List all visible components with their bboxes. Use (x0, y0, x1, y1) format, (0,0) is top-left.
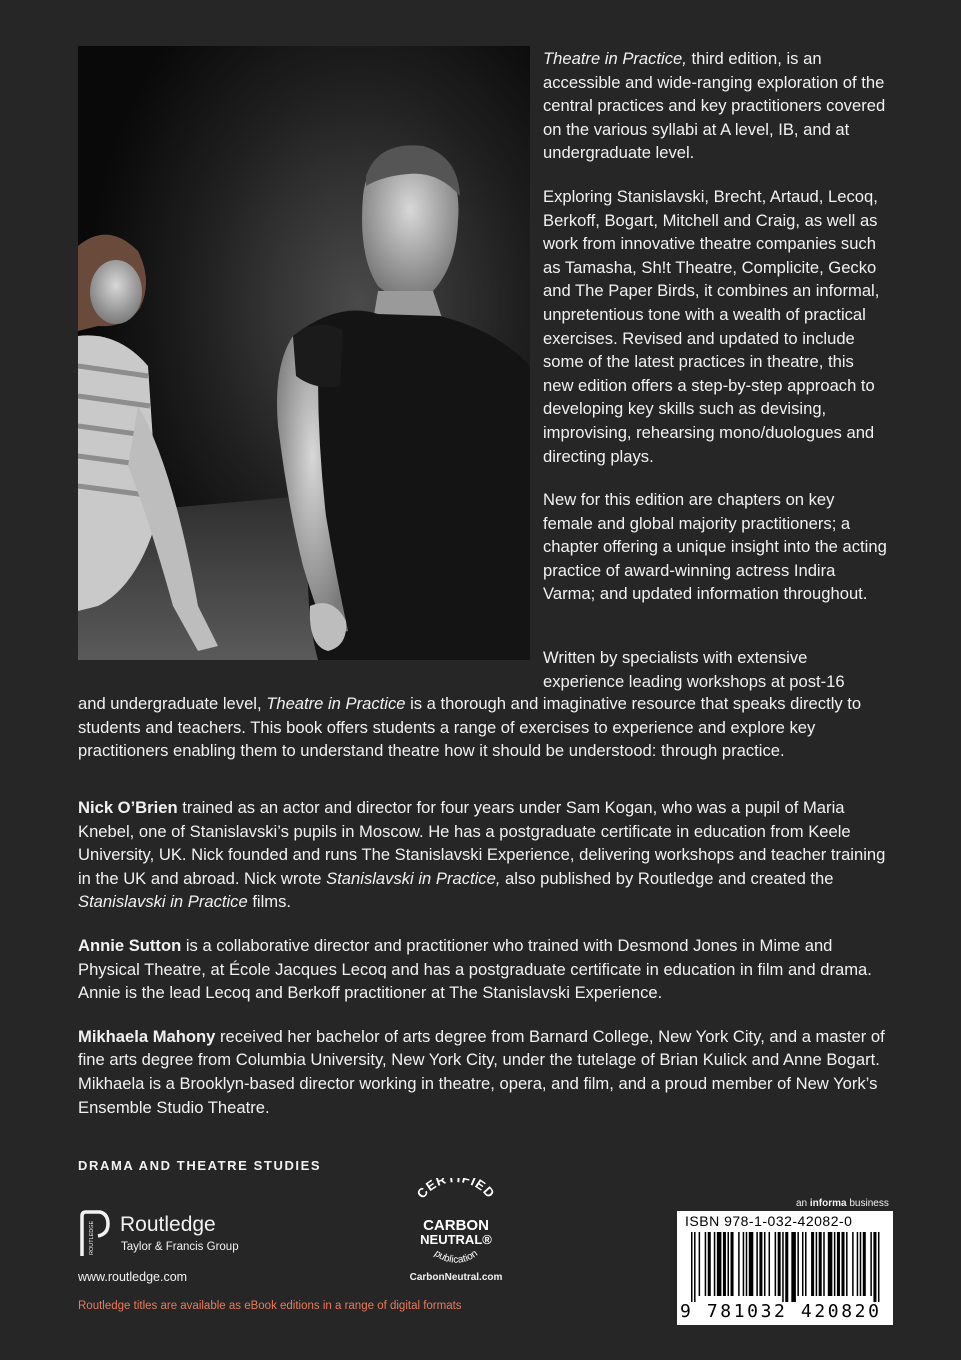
routledge-mark-text: ROUTLEDGE (89, 1220, 95, 1255)
blurb-paragraph-2: Exploring Stanislavski, Brecht, Artaud, Lecoq, Berkoff, Bogart, Mitchell and Craig, as well as work from innovative theatre companies such as Tamasha, Sh!t Theatre, Complicite, Gecko and The Paper Birds, it combines an informal, unpretentious tone with a wealth of practical exercises. Revised and updated to include some of the latest practices in theatre, this new edition offers a step-by-step approach to developing key skills such as devising, improvising, rehearsing mono/duologues and directing plays. (543, 186, 880, 466)
blurb-paragraph-1 (543, 47, 888, 165)
informa-suffix: business (846, 1198, 889, 1209)
barcode-bar (802, 1232, 804, 1296)
routledge-mark-icon (78, 1210, 112, 1258)
barcode-bar (870, 1232, 872, 1296)
barcode-bar (785, 1232, 788, 1302)
bio-annie-sutton (78, 934, 898, 1005)
blurb-paragraph-1-text: third edition, is an accessible and wide-ranging exploration of the central practices and key practitioners covered on the various syllabi at A level, IB, and at undergraduate level. (543, 49, 886, 163)
cover-photo (78, 46, 530, 660)
carbon-line2: NEUTRAL® (420, 1232, 492, 1247)
barcode-bar (816, 1232, 818, 1296)
isbn-number: ISBN 978-1-032-42082-0 (685, 1213, 853, 1229)
barcode-bar (860, 1232, 862, 1296)
barcode-bar (878, 1232, 880, 1302)
barcode-bar (743, 1232, 745, 1296)
carbon-certified-text: CER FIED (413, 1178, 499, 1202)
barcode-bar (775, 1232, 777, 1296)
book-description (543, 47, 888, 626)
barcode-bar (756, 1232, 758, 1296)
informa-business-tag (796, 1198, 889, 1209)
barcode-bar (823, 1232, 825, 1296)
bio-sutton-text: is a collaborative director and practitioner who trained with Desmond Jones in Mime and Physical Theatre, at École Jacques Lecoq and has a postgraduate certificate in education in film and drama. Annie is the lead Lecoq and Berkoff practitioner at The Stanislavski Experience. (78, 935, 872, 1003)
carbon-line1: CARBON (423, 1217, 489, 1234)
barcode-bar (738, 1232, 740, 1296)
carbon-publication-text: publication (432, 1248, 480, 1266)
carbon-neutral-url: CarbonNeutral.com (409, 1272, 503, 1283)
blurb-paragraph-3: New for this edition are chapters on key female and global majority practitioners; a chapter offering a unique insight into the acting practice of award-winning actress Indira Varma; and updated information throughout. (543, 490, 887, 604)
book-title-italic-2: Theatre in Practice (266, 694, 406, 713)
barcode-bar (759, 1232, 762, 1296)
bio-obrien-book: Stanislavski in Practice, (326, 868, 501, 888)
blurb-p4-text-b: is a thorough and imaginative resource that speaks directly to students and teachers. This book offers students a range of exercises to experience and explore key practitioners enabling them to understand theatre how it should be understood: through practice. (78, 694, 862, 761)
barcode-bar (863, 1232, 866, 1296)
author-bios (78, 796, 898, 1139)
bio-obrien-films: Stanislavski in Practice (78, 892, 248, 912)
svg-text:CERTIFIED (414, 1178, 499, 1201)
barcode-bar (873, 1232, 876, 1302)
barcode-bar (699, 1232, 701, 1296)
author-name-mahony: Mikhaela Mahony (78, 1026, 216, 1046)
blurb-p4-text-a: and undergraduate level, (78, 694, 267, 713)
ebook-note: Routledge titles are available as eBook editions in a range of digital formats (78, 1300, 462, 1312)
informa-prefix: an (796, 1198, 810, 1209)
barcode-bars (691, 1232, 881, 1302)
bio-obrien-text-b: also published by Routledge and created the (500, 868, 834, 888)
publisher-url: www.routledge.com (78, 1270, 188, 1284)
barcode-bar (727, 1232, 729, 1296)
barcode-bar (717, 1232, 722, 1296)
barcode-bar (857, 1232, 859, 1296)
barcode-digits: 9 781032 420820 (680, 1301, 882, 1322)
blurb-paragraph-4-start: Written by specialists with extensive experience leading workshops at post-16 (543, 648, 845, 691)
barcode-bar (846, 1232, 848, 1296)
bio-nick-obrien (78, 796, 898, 914)
barcode-bar (811, 1232, 814, 1296)
barcode-bar (764, 1232, 766, 1296)
barcode-bar (694, 1232, 696, 1302)
isbn-barcode (677, 1211, 893, 1325)
barcode-bar (705, 1232, 707, 1296)
barcode-bar (819, 1232, 822, 1296)
barcode-bar (691, 1232, 693, 1302)
barcode-bar (769, 1232, 771, 1296)
bio-obrien-text-c: films. (247, 892, 292, 912)
barcode-bar (708, 1232, 711, 1296)
barcode-bar (834, 1232, 836, 1296)
barcode-bar (778, 1232, 781, 1296)
svg-text:publication (432, 1248, 480, 1266)
barcode-bar (782, 1232, 784, 1302)
author-name-obrien: Nick O’Brien (78, 798, 178, 817)
barcode-bar (805, 1232, 807, 1296)
publisher-name: Routledge (120, 1213, 216, 1236)
barcode-bar (828, 1232, 833, 1296)
barcode-bar (841, 1232, 844, 1296)
book-title-italic: Theatre in Practice, (543, 49, 687, 68)
barcode-bar (797, 1232, 799, 1296)
informa-brand: informa (809, 1198, 847, 1209)
barcode-bar (714, 1232, 716, 1296)
barcode-bar (749, 1232, 754, 1296)
barcode-bar (852, 1232, 854, 1296)
routledge-logo (78, 1210, 239, 1263)
barcode-bar (746, 1232, 748, 1296)
subject-category: DRAMA AND THEATRE STUDIES (78, 1158, 322, 1173)
barcode-bar (791, 1232, 796, 1302)
bio-obrien-text-a: trained as an actor and director for four years under Sam Kogan, who was a pupil of Maria Knebel, one of Stanislavski’s pupils in Moscow. He has a postgraduate certificate in education from Keele University, UK. Nick founded and runs The Stanislavski Experience, delivering workshops and teacher training in the UK and abroad. Nick wrote (78, 798, 886, 888)
barcode-bar (723, 1232, 726, 1296)
author-name-sutton: Annie Sutton (78, 935, 182, 955)
blurb-paragraph-4 (78, 692, 898, 763)
barcode-bar (731, 1232, 734, 1296)
barcode-bar (837, 1232, 840, 1296)
bio-mahony-text: received her bachelor of arts degree from Barnard College, New York City, and a master of fine arts degree from Columbia University, New York City, under the tutelage of Brian Kulick and Anne Bogart. Mikhaela is a Brooklyn-based director working in theatre, opera, and film, and a proud member of New York’s Ensemble Studio Theatre. (78, 1026, 885, 1117)
bio-mikhaela-mahony (78, 1025, 898, 1119)
publisher-group: Taylor & Francis Group (121, 1241, 239, 1253)
